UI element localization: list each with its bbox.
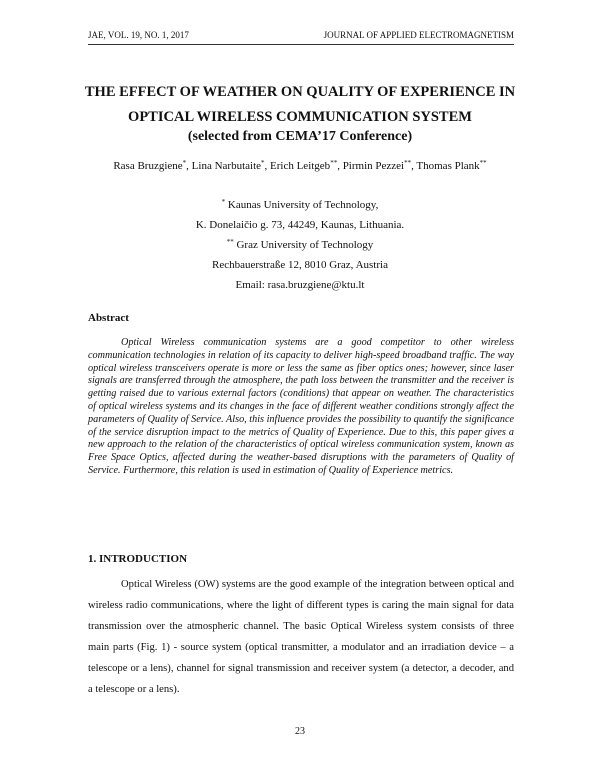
journal-volume: JAE, VOL. 19, NO. 1, 2017 [88, 30, 189, 40]
author: Pirmin Pezzei** [342, 159, 412, 172]
paper-subtitle: (selected from CEMA’17 Conference) [187, 129, 413, 144]
author: Erich Leitgeb** [270, 159, 338, 172]
abstract-text: Optical Wireless communication systems are a good competitor to other wireless communication technologies in relation of its capacity to deliver high-speed broadband traffic. The way optical wireless transceivers operate is more or less the same as fiber optics ones; however, since laser signals are transferred through the atmosphere, the path loss between the transmitter and the receiver is getting raised due to various external factors (conditions) that appear on weather. The characteristics of optical wireless systems and its changes in the face of different weather conditions strongly affect the parameters of Quality of Service. Also, this influence provides the possibility to quantify the significance of the service disruption impact to the metrics of Quality of Experience. Due to this, this paper gives a new approach to the relation of the characteristics of optical wireless communication system, known as Free Space Optics, affected during the weather-based disruptions with the parameters of Quality of Service. Furthermore, this relation is used in estimation of Quality of Experience metrics. [88, 337, 514, 476]
header-rule [88, 44, 514, 45]
affiliation-1-name: * Kaunas University of Technology, [221, 198, 379, 211]
affiliation-1-address: K. Donelaičio g. 73, 44249, Kaunas, Lithuania. [195, 219, 405, 231]
author: Thomas Plank** [416, 159, 487, 172]
abstract-heading: Abstract [88, 312, 129, 324]
author: Lina Narbutaite* [191, 159, 265, 172]
affiliation-2-address: Rechbauerstraße 12, 8010 Graz, Austria [212, 259, 388, 271]
affiliation-2-name: ** Graz University of Technology [226, 238, 374, 251]
page-number: 23 [295, 726, 305, 737]
author: Rasa Bruzgiene* [113, 159, 187, 172]
paper-title [60, 80, 540, 130]
author-list: Rasa Bruzgiene*, Lina Narbutaite*, Erich Leitgeb**, Pirmin Pezzei**, Thomas Plank** [113, 159, 487, 172]
running-header [88, 30, 514, 44]
affiliations [100, 195, 500, 295]
journal-name: JOURNAL OF APPLIED ELECTROMAGNETISM [323, 30, 514, 40]
title-line-1: THE EFFECT OF WEATHER ON QUALITY OF EXPERIENCE IN [84, 84, 516, 100]
introduction-text: Optical Wireless (OW) systems are the good example of the integration between optical and wireless radio communications, where the light of different types is caring the main signal for data transmission over the atmospheric channel. The basic Optical Wireless system consists of three main parts (Fig. 1) - source system (optical transmitter, a modulator and an irradiation device – a telescope or a lens), channel for signal transmission and receiver system (a detector, a decoder, and a telescope or a lens). [88, 579, 514, 695]
contact-email: Email: rasa.bruzgiene@ktu.lt [235, 279, 365, 291]
introduction-heading: 1. INTRODUCTION [88, 553, 188, 565]
title-line-2: OPTICAL WIRELESS COMMUNICATION SYSTEM [128, 109, 472, 125]
